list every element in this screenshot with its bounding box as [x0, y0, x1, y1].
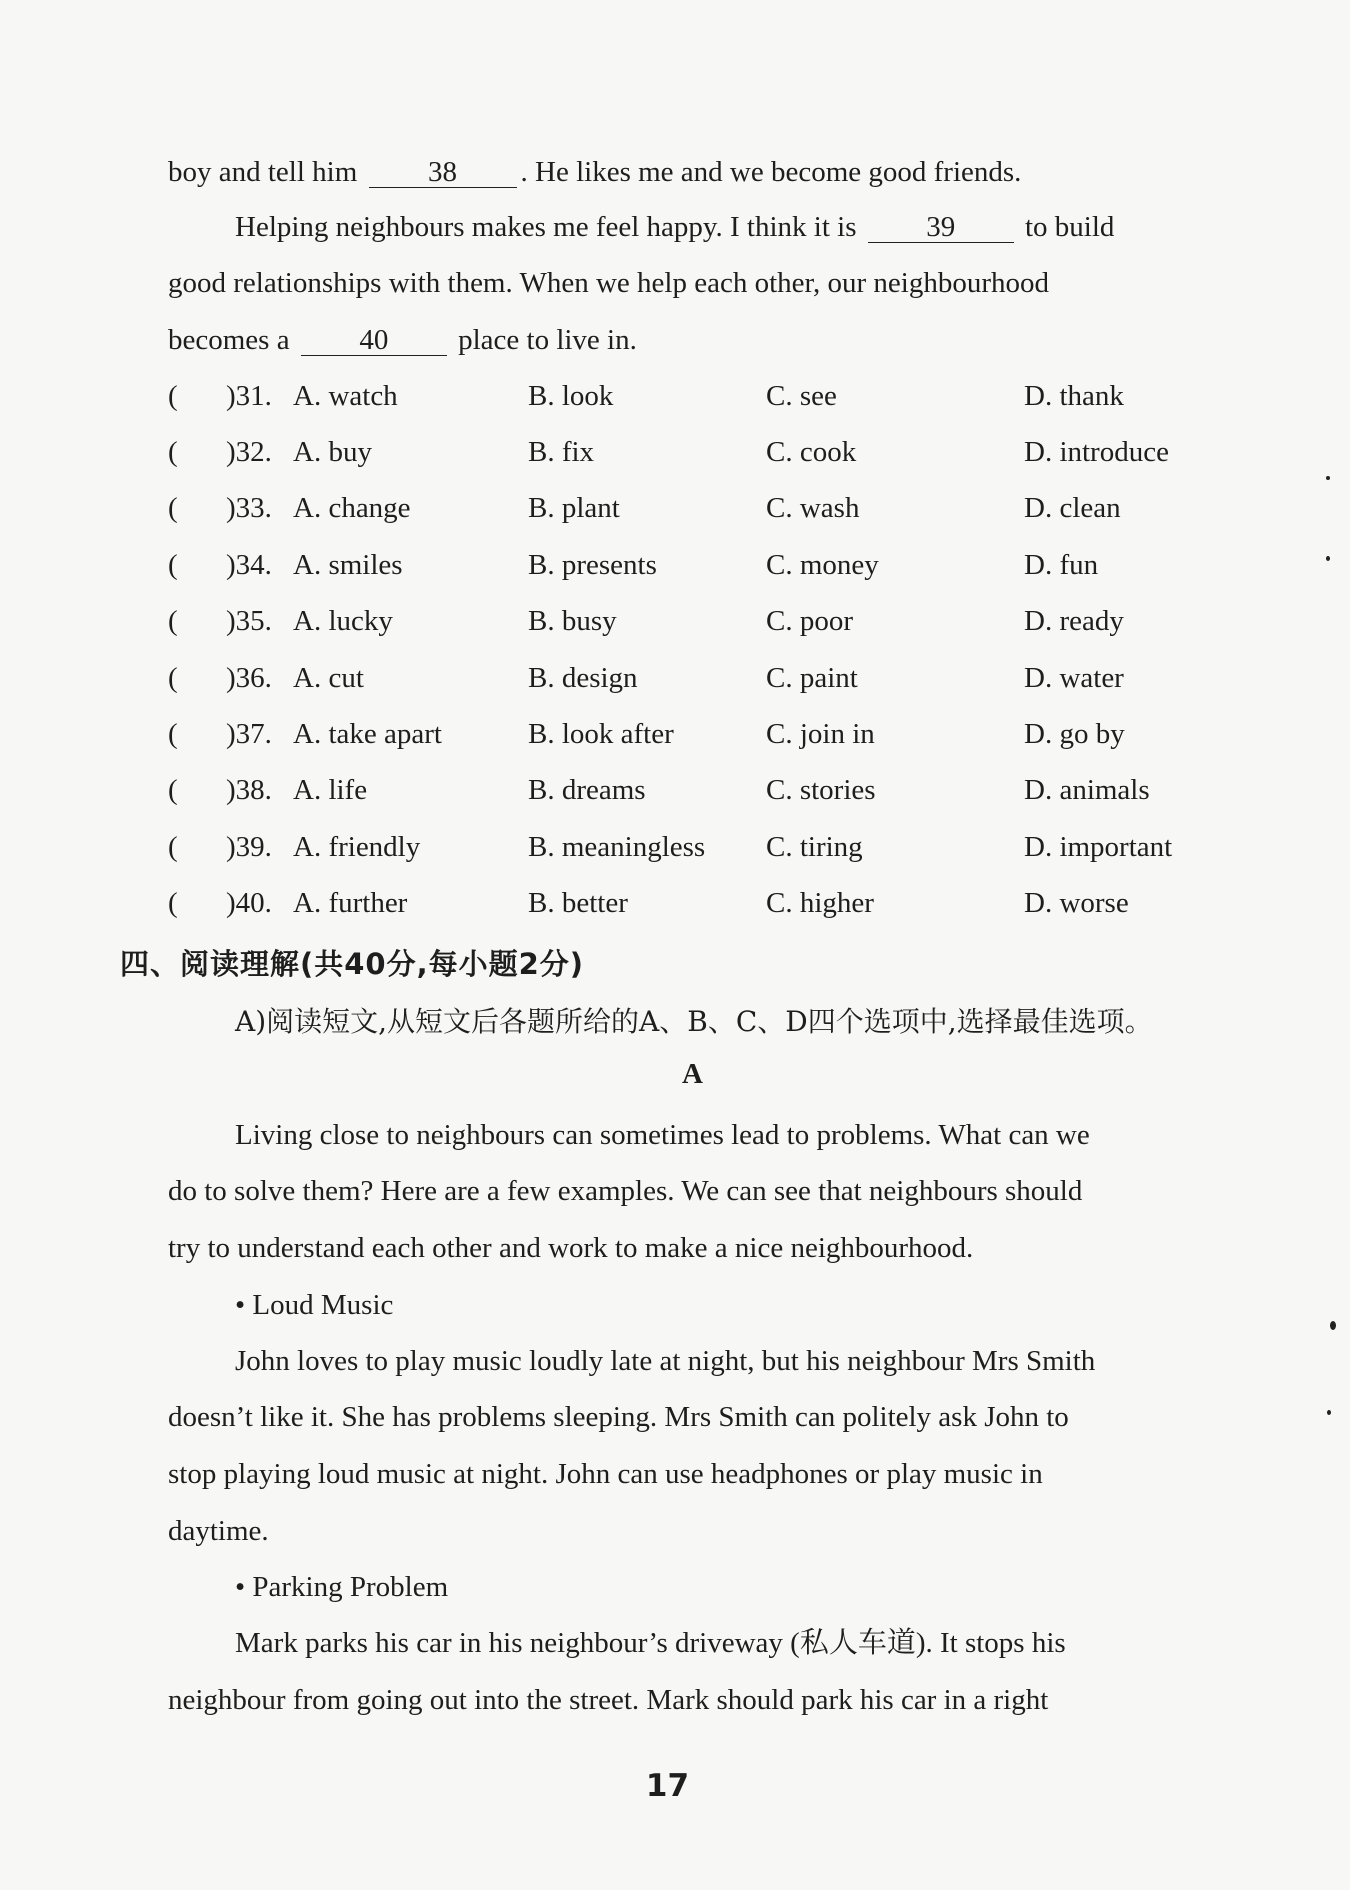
option-c: C. stories [766, 774, 876, 806]
question-number: )31. [226, 380, 272, 412]
option-a: A. cut [293, 662, 364, 694]
question-number: )33. [226, 492, 272, 524]
option-row-38 [168, 770, 1218, 810]
option-b: B. design [528, 662, 638, 694]
option-row-36 [168, 658, 1218, 698]
passage-label: A [682, 1058, 703, 1090]
option-d: D. ready [1024, 605, 1124, 637]
question-number: )39. [226, 831, 272, 863]
option-a: A. change [293, 492, 411, 524]
subheading-parking-problem: • Parking Problem [235, 1571, 449, 1603]
answer-paren[interactable]: ( [168, 662, 178, 694]
option-d: D. introduce [1024, 436, 1169, 468]
reading-line: stop playing loud music at night. John can use headphones or play music in [168, 1458, 1043, 1490]
question-number: )38. [226, 774, 272, 806]
reading-line: John loves to play music loudly late at night, but his neighbour Mrs Smith [235, 1345, 1096, 1377]
option-a: A. watch [293, 380, 398, 412]
text-segment: boy and tell him [168, 156, 358, 188]
option-a: A. smiles [293, 549, 403, 581]
text-segment: . He likes me and we become good friends. [520, 156, 1022, 188]
option-row-37 [168, 714, 1218, 754]
answer-paren[interactable]: ( [168, 774, 178, 806]
question-number: )37. [226, 718, 272, 750]
text-segment: to build [1025, 211, 1115, 243]
reading-line: neighbour from going out into the street. Mark should park his car in a right [168, 1684, 1049, 1716]
option-c: C. cook [766, 436, 857, 468]
option-c: C. tiring [766, 831, 863, 863]
answer-paren[interactable]: ( [168, 831, 178, 863]
option-b: B. look after [528, 718, 674, 750]
scan-mark [1326, 556, 1330, 561]
reading-line: doesn’t like it. She has problems sleeping. Mrs Smith can politely ask John to [168, 1401, 1069, 1433]
text-segment: becomes a [168, 324, 290, 356]
option-row-33 [168, 488, 1218, 528]
option-a: A. buy [293, 436, 372, 468]
option-d: D. water [1024, 662, 1124, 694]
blank-38: 38 [369, 157, 517, 188]
option-c: C. higher [766, 887, 874, 919]
option-b: B. look [528, 380, 614, 412]
option-b: B. presents [528, 549, 657, 581]
option-b: B. plant [528, 492, 620, 524]
option-d: D. clean [1024, 492, 1121, 524]
blank-40: 40 [301, 325, 447, 356]
option-b: B. busy [528, 605, 617, 637]
option-b: B. better [528, 887, 628, 919]
option-d: D. animals [1024, 774, 1150, 806]
answer-paren[interactable]: ( [168, 718, 178, 750]
option-a: A. take apart [293, 718, 442, 750]
reading-line: Mark parks his car in his neighbour’s driveway (私人车道). It stops his [235, 1627, 1066, 1659]
text-segment: Helping neighbours makes me feel happy. I think it is [235, 211, 857, 243]
option-row-40 [168, 883, 1218, 923]
section-instruction: A)阅读短文,从短文后各题所给的A、B、C、D四个选项中,选择最佳选项。 [235, 1005, 1153, 1038]
section-title: 四、阅读理解(共40分,每小题2分) [120, 947, 585, 981]
answer-paren[interactable]: ( [168, 492, 178, 524]
answer-paren[interactable]: ( [168, 887, 178, 919]
reading-line: do to solve them? Here are a few examples. We can see that neighbours should [168, 1175, 1083, 1207]
option-a: A. life [293, 774, 368, 806]
reading-line: daytime. [168, 1515, 269, 1547]
option-row-31 [168, 376, 1218, 416]
passage-line-4 [168, 320, 637, 360]
option-row-34 [168, 545, 1218, 585]
option-c: C. join in [766, 718, 875, 750]
subheading-loud-music: • Loud Music [235, 1289, 394, 1321]
passage-line-3: good relationships with them. When we help each other, our neighbourhood [168, 267, 1049, 299]
text-segment: place to live in. [458, 324, 637, 356]
scan-mark [1326, 476, 1330, 480]
reading-line: try to understand each other and work to make a nice neighbourhood. [168, 1232, 974, 1264]
option-d: D. worse [1024, 887, 1129, 919]
question-number: )34. [226, 549, 272, 581]
option-c: C. poor [766, 605, 853, 637]
question-number: )36. [226, 662, 272, 694]
option-a: A. lucky [293, 605, 393, 637]
answer-paren[interactable]: ( [168, 605, 178, 637]
page-number: 17 [645, 1768, 690, 1804]
option-c: C. see [766, 380, 837, 412]
passage-line-1 [168, 152, 1021, 192]
blank-39: 39 [868, 212, 1014, 243]
answer-paren[interactable]: ( [168, 380, 178, 412]
option-c: C. wash [766, 492, 860, 524]
scan-mark [1330, 1321, 1336, 1330]
passage-line-2 [235, 207, 1114, 247]
answer-paren[interactable]: ( [168, 549, 178, 581]
option-d: D. go by [1024, 718, 1125, 750]
reading-line: Living close to neighbours can sometimes lead to problems. What can we [235, 1119, 1090, 1151]
option-c: C. money [766, 549, 879, 581]
option-b: B. dreams [528, 774, 646, 806]
option-d: D. important [1024, 831, 1173, 863]
option-a: A. further [293, 887, 408, 919]
option-row-39 [168, 827, 1218, 867]
option-a: A. friendly [293, 831, 421, 863]
question-number: )40. [226, 887, 272, 919]
question-number: )32. [226, 436, 272, 468]
option-d: D. fun [1024, 549, 1099, 581]
option-d: D. thank [1024, 380, 1124, 412]
answer-paren[interactable]: ( [168, 436, 178, 468]
option-b: B. fix [528, 436, 595, 468]
option-c: C. paint [766, 662, 858, 694]
question-number: )35. [226, 605, 272, 637]
option-row-35 [168, 601, 1218, 641]
option-row-32 [168, 432, 1218, 472]
option-b: B. meaningless [528, 831, 706, 863]
scan-mark [1327, 1410, 1331, 1415]
